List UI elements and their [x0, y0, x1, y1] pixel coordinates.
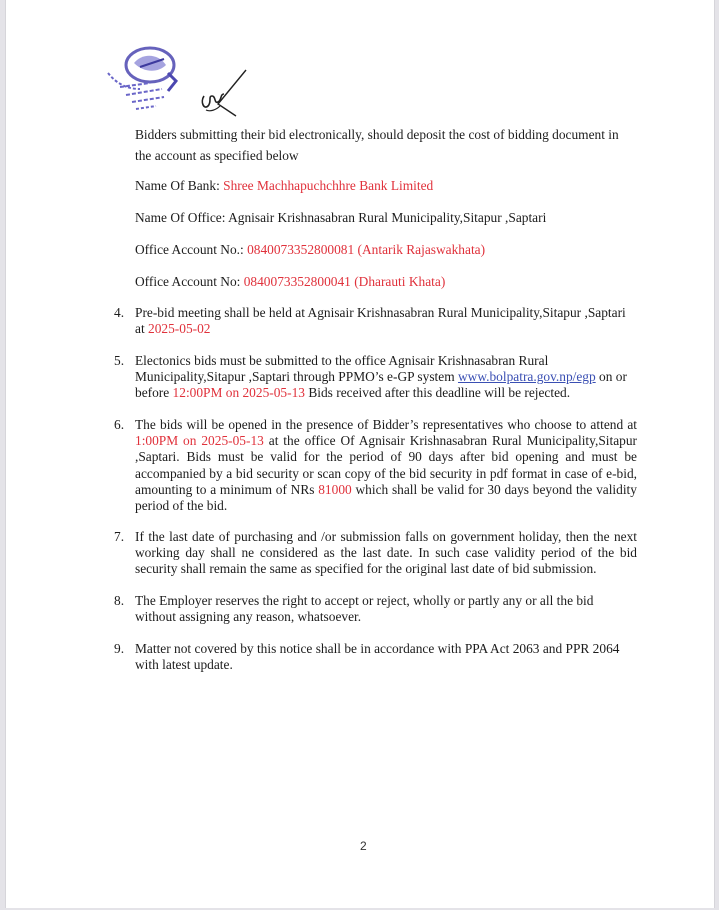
egp-link[interactable]: www.bolpatra.gov.np/egp — [457, 369, 596, 385]
list-item-8 — [114, 593, 637, 625]
office-name-value: Agnisair Krishnasabran Rural Municipality,Sitapur ,Saptari — [228, 210, 547, 225]
bank-name-label: Name Of Bank: — [135, 178, 224, 193]
office-account-2-label: Office Account No: — [135, 274, 244, 289]
submission-deadline: 12:00PM on 2025-05-13 — [172, 385, 305, 401]
list-item-body: Electonics bids must be submitted to the office Agnisair Krishnasabran Rural Municipality,Sitapur ,Saptari through PPMO’s e-GP system www.bolpatra.gov.np/egp on or before 12:00PM on 2025-05-13 Bids received after this deadline will be rejected. — [135, 353, 627, 401]
list-item-6 — [114, 417, 637, 514]
list-item-number: 5. — [114, 353, 125, 368]
list-item-body: Pre-bid meeting shall be held at Agnisair Krishnasabran Rural Municipality,Sitapur ,Saptari at 2025-05-02 — [135, 305, 626, 337]
list-item-number: 9. — [114, 641, 125, 656]
document-page — [5, 0, 715, 908]
list-item-4 — [114, 305, 637, 337]
bank-name-line — [135, 178, 635, 194]
office-account-2-line — [135, 274, 635, 290]
office-account-1-value: 0840073352800081 (Antarik Rajaswakhata) — [247, 242, 486, 257]
list-item-number: 4. — [114, 305, 125, 320]
office-name-label: Name Of Office: — [135, 210, 229, 225]
list-item-number: 6. — [114, 417, 125, 432]
list-item-7 — [114, 529, 637, 578]
office-name-line — [135, 210, 635, 226]
office-account-1-line — [135, 242, 635, 258]
list-item-body: The bids will be opened in the presence of Bidder’s representatives who choose to attend at 1:00PM on 2025-05-13 at the office Of Agnisair Krishnasabran Rural Municipality,Sitapur ,Saptari. Bids must be valid for the period of 90 days after bid opening and must be accompanied by a bid security or scan copy of the bid security in pdf format in case of e-bid, amounting to a minimum of NRs 81000 which shall be valid for 30 days beyond the validity period of the bid. — [135, 417, 637, 514]
list-item-number: 7. — [114, 529, 125, 544]
list-item-number: 8. — [114, 593, 125, 608]
office-account-2-value: 0840073352800041 (Dharauti Khata) — [243, 274, 446, 289]
bank-name-value: Shree Machhapuchchhre Bank Limited — [223, 178, 434, 193]
list-item-body: The Employer reserves the right to accept or reject, wholly or partly any or all the bid without assigning any reason, whatsoever. — [135, 593, 594, 625]
intro-paragraph: Bidders submitting their bid electronically, should deposit the cost of bidding document in the account as specified below — [135, 127, 619, 163]
page-number: 2 — [360, 839, 367, 853]
list-item-5 — [114, 353, 637, 402]
list-item-9 — [114, 641, 637, 673]
signature-icon — [198, 66, 250, 118]
bid-opening-time: 1:00PM on 2025-05-13 — [135, 433, 264, 449]
office-account-1-label: Office Account No.: — [135, 242, 248, 257]
pre-bid-date: 2025-05-02 — [148, 321, 211, 337]
official-seal-stamp-icon — [106, 43, 180, 113]
bid-security-amount: 81000 — [318, 481, 352, 497]
list-item-body: Matter not covered by this notice shall be in accordance with PPA Act 2063 and PPR 2064 with latest update. — [135, 641, 620, 673]
list-item-body: If the last date of purchasing and /or submission falls on government holiday, then the next working day shall ne considered as the last date. In such case validity period of the bid security shall remain the same as specified for the original last date of bid submission. — [135, 529, 637, 577]
